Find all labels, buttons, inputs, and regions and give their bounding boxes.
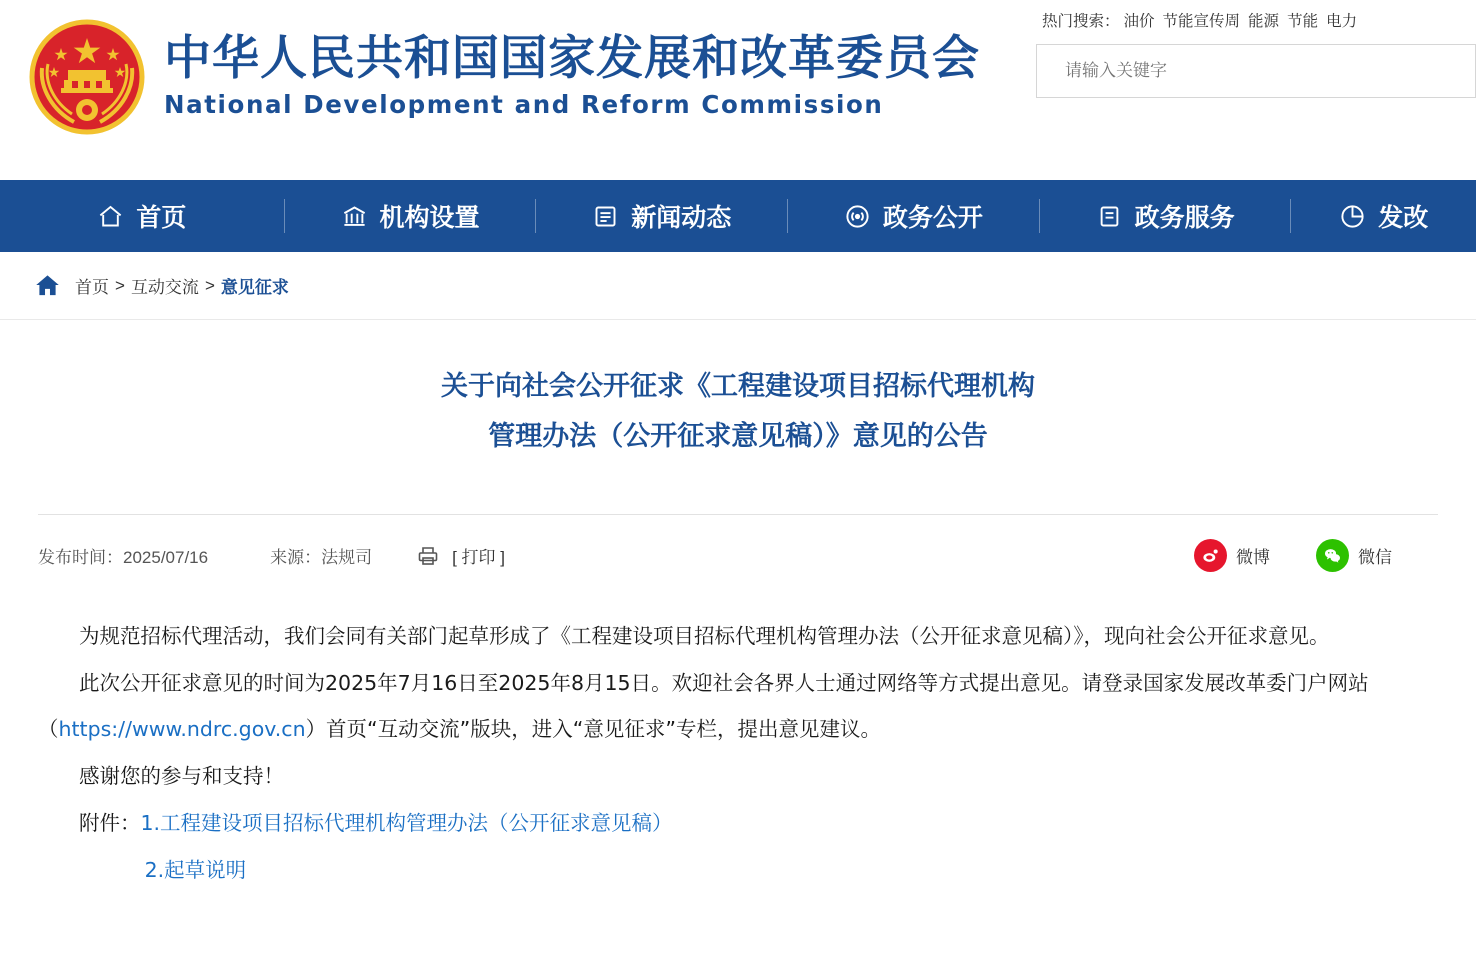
source-value: 法规司 — [321, 548, 373, 568]
search-box[interactable] — [1036, 44, 1476, 98]
attachment-line-1 — [38, 800, 1438, 847]
article-title — [38, 320, 1438, 462]
hot-search-label: 热门搜索： — [1042, 13, 1120, 30]
share-weibo[interactable] — [1194, 539, 1270, 572]
home-icon — [97, 203, 124, 230]
breadcrumb-separator-2: > — [204, 275, 215, 295]
nav-item-service-label: 政务服务 — [1134, 203, 1235, 232]
title-divider — [38, 514, 1438, 515]
breadcrumb-current: 意见征求 — [220, 278, 289, 297]
hot-search-term-1[interactable]: 油价 — [1123, 13, 1155, 30]
document-icon — [1096, 203, 1123, 230]
share-weibo-label: 微博 — [1236, 548, 1270, 568]
printer-icon — [416, 544, 440, 568]
broadcast-icon — [844, 203, 871, 230]
publish-time-value: 2025/07/16 — [123, 548, 209, 568]
attachment-link-1[interactable]: 1.工程建设项目招标代理机构管理办法（公开征求意见稿） — [140, 810, 673, 835]
nav-item-open-cell[interactable] — [788, 180, 1039, 252]
national-emblem-icon — [28, 18, 146, 136]
breadcrumb-level1-link[interactable]: 互动交流 — [130, 278, 199, 297]
search-area — [1036, 8, 1476, 98]
share-weixin[interactable] — [1316, 539, 1392, 572]
attachment-label: 附件： — [79, 810, 141, 835]
site-header — [0, 0, 1476, 180]
nav-item-open-label: 政务公开 — [882, 203, 983, 232]
nav-item-org-cell[interactable] — [285, 180, 536, 252]
nav-item-home-cell[interactable] — [0, 180, 284, 252]
article-paragraph-2 — [38, 660, 1438, 753]
main-navigation — [0, 180, 1476, 252]
bank-icon — [341, 203, 368, 230]
nav-item-service[interactable] — [1096, 180, 1235, 252]
publish-time — [38, 543, 208, 568]
nav-item-news-label: 新闻动态 — [631, 203, 732, 232]
pie-icon — [1339, 203, 1366, 230]
article-paragraph-3: 感谢您的参与和支持！ — [79, 764, 284, 789]
breadcrumb-home-icon — [34, 272, 61, 299]
share-bar — [1148, 539, 1392, 572]
article-paragraph-2-part1: 此次公开征求意见的时间为2025年7月16日至2025年8月15日。欢迎社会各界人士通过网络等方式提出意见。请登录国家发展改革委门户网站（ — [38, 670, 1369, 742]
nav-item-fagai-label: 发改 — [1378, 203, 1429, 232]
article-body — [38, 613, 1438, 893]
hot-search-term-2[interactable]: 节能宣传周 — [1162, 13, 1241, 30]
site-title-en: National Development and Reform Commission — [164, 89, 884, 119]
print-label: [ 打印 ] — [452, 548, 505, 568]
site-logo[interactable] — [0, 0, 980, 136]
source — [270, 543, 372, 568]
breadcrumb-home-link[interactable]: 首页 — [75, 278, 109, 297]
attachment-link-2[interactable]: 2.起草说明 — [144, 857, 247, 882]
article-paragraph-2-part2: ）首页“互动交流”版块，进入“意见征求”专栏，提出意见建议。 — [305, 717, 882, 742]
publish-time-label: 发布时间： — [38, 548, 123, 568]
nav-item-fagai-cell[interactable] — [1291, 180, 1476, 252]
nav-item-service-cell[interactable] — [1040, 180, 1291, 252]
hot-search-term-5[interactable]: 电力 — [1326, 13, 1358, 30]
breadcrumb-separator-1: > — [115, 275, 125, 295]
article-paragraph-1: 为规范招标代理活动，我们会同有关部门起草形成了《工程建设项目招标代理机构管理办法（公开征求意见稿）》，现向社会公开征求意见。 — [79, 623, 1330, 648]
search-input[interactable] — [1063, 60, 1475, 82]
nav-item-home-label: 首页 — [136, 203, 187, 232]
breadcrumb — [0, 252, 1476, 320]
weixin-icon — [1316, 539, 1349, 572]
attachment-line-2 — [38, 847, 1438, 894]
nav-item-org-label: 机构设置 — [379, 203, 480, 232]
share-weixin-label: 微信 — [1358, 548, 1392, 568]
news-icon — [592, 203, 619, 230]
site-title-block — [164, 32, 980, 122]
nav-item-news-cell[interactable] — [536, 180, 787, 252]
article-title-line1: 关于向社会公开征求《工程建设项目招标代理机构 — [441, 371, 1035, 402]
nav-item-open[interactable] — [844, 180, 983, 252]
nav-item-news[interactable] — [592, 180, 731, 252]
article-title-line2: 管理办法（公开征求意见稿）》意见的公告 — [488, 420, 988, 452]
weibo-icon — [1194, 539, 1227, 572]
nav-item-fagai[interactable] — [1339, 180, 1428, 252]
nav-item-home[interactable] — [97, 180, 186, 252]
hot-search-bar — [1036, 8, 1476, 36]
article-container — [0, 320, 1476, 893]
hot-search-term-3[interactable]: 能源 — [1248, 13, 1280, 30]
nav-item-org[interactable] — [341, 180, 480, 252]
ndrc-website-link[interactable]: https://www.ndrc.gov.cn — [58, 717, 306, 742]
article-meta — [38, 521, 1438, 591]
source-label: 来源： — [270, 548, 322, 568]
site-title-cn: 中华人民共和国国家发展和改革委员会 — [164, 30, 980, 86]
print-button[interactable] — [416, 543, 505, 568]
hot-search-term-4[interactable]: 节能 — [1287, 13, 1319, 30]
